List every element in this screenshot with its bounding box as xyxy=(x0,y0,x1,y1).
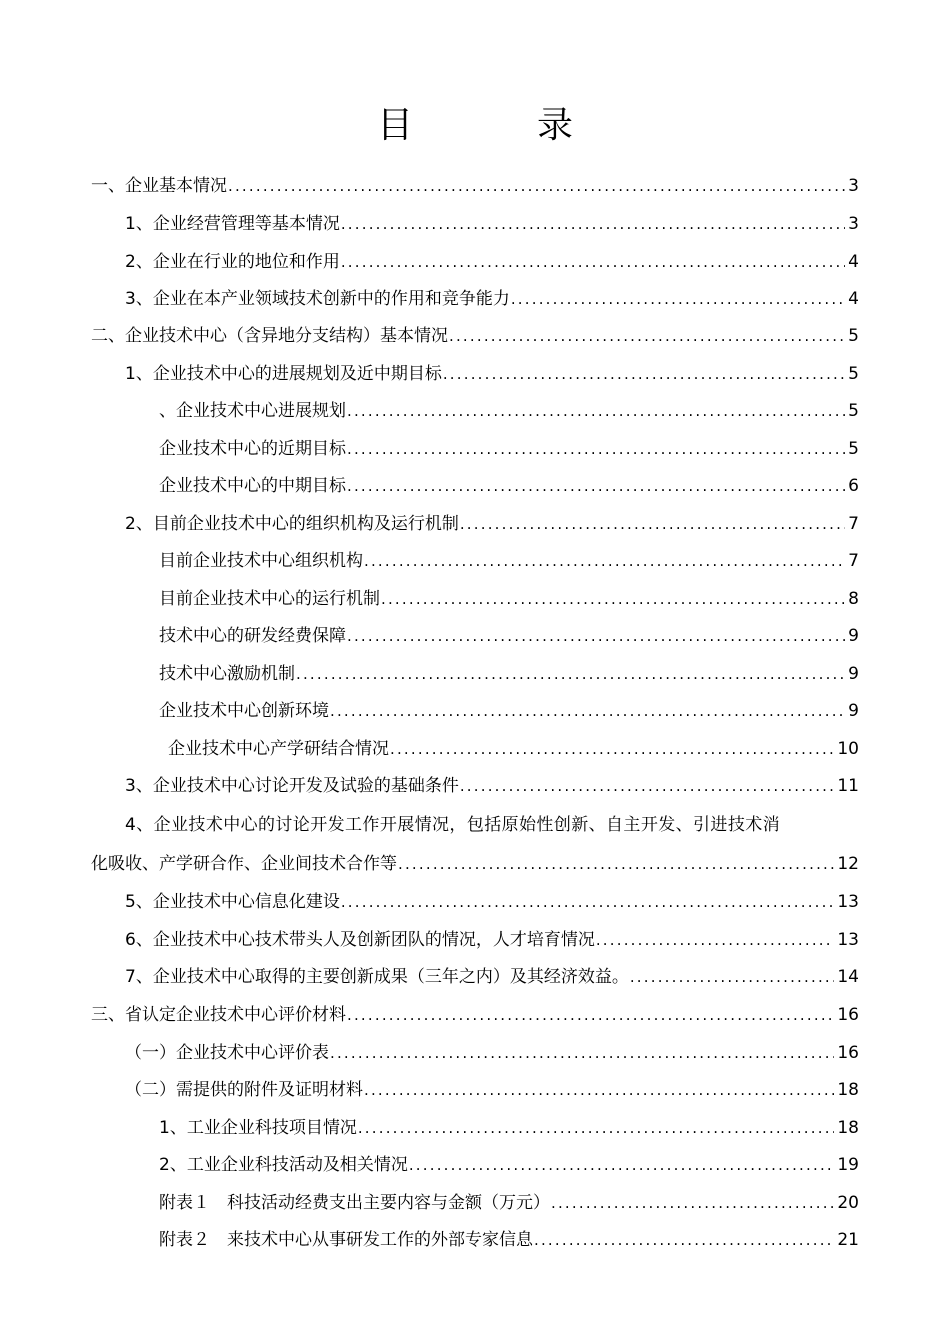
toc-entry-label: 1、企业经营管理等基本情况 xyxy=(125,214,340,234)
toc-leader-dots xyxy=(364,1076,834,1104)
toc-entry-label: 1、企业技术中心的进展规划及近中期目标 xyxy=(125,364,442,384)
toc-entry-3-2-1[interactable] xyxy=(0,1114,950,1142)
toc-page-number: 5 xyxy=(848,439,859,459)
toc-entry-2-1-2[interactable] xyxy=(0,435,950,463)
toc-entry-label: 6、企业技术中心技术带头人及创新团队的情况，人才培育情况 xyxy=(125,930,595,950)
toc-entry-1-2[interactable] xyxy=(0,248,950,276)
toc-leader-dots xyxy=(347,435,845,463)
toc-entry-3-1[interactable] xyxy=(0,1039,950,1067)
toc-page-number: 16 xyxy=(837,1043,859,1063)
toc-entry-label: 技术中心激励机制 xyxy=(159,664,295,684)
toc-entry-2-4-line-1[interactable]: 4、企业技术中心的讨论开发工作开展情况，包括原始性创新、自主开发、引进技术消 xyxy=(125,815,781,835)
toc-page-number: 5 xyxy=(848,326,859,346)
toc-leader-dots xyxy=(390,735,834,763)
toc-entry-label: 2、目前企业技术中心的组织机构及运行机制 xyxy=(125,514,459,534)
toc-page-number: 20 xyxy=(837,1193,859,1213)
toc-entry-1-3[interactable] xyxy=(0,285,950,313)
toc-page-number: 5 xyxy=(848,364,859,384)
toc-page-number: 8 xyxy=(848,589,859,609)
toc-leader-dots xyxy=(534,1226,834,1254)
toc-leader-dots xyxy=(460,772,835,800)
toc-page-number: 12 xyxy=(837,854,859,874)
toc-leader-dots xyxy=(460,510,845,538)
toc-entry-label: 二、企业技术中心（含异地分支结构）基本情况 xyxy=(91,326,448,346)
toc-page-number: 3 xyxy=(848,176,859,196)
toc-entry-label: 3、企业技术中心讨论开发及试验的基础条件 xyxy=(125,776,459,796)
toc-page-number: 4 xyxy=(848,289,859,309)
toc-entry-label: （一）企业技术中心评价表 xyxy=(125,1043,329,1063)
toc-leader-dots xyxy=(341,888,835,916)
toc-leader-dots xyxy=(381,585,845,613)
toc-entry-label: 7、企业技术中心取得的主要创新成果（三年之内）及其经济效益。 xyxy=(125,967,629,987)
toc-entry-label: 2、企业在行业的地位和作用 xyxy=(125,252,340,272)
toc-entry-section-2[interactable] xyxy=(0,322,950,350)
toc-leader-dots xyxy=(398,850,834,878)
toc-leader-dots xyxy=(347,1001,834,1029)
toc-entry-3-2[interactable] xyxy=(0,1076,950,1104)
toc-leader-dots xyxy=(364,547,845,575)
toc-entry-section-1[interactable] xyxy=(0,172,950,200)
toc-entry-2-7[interactable] xyxy=(0,963,950,991)
toc-entry-2-2-6[interactable] xyxy=(0,735,950,763)
toc-entry-label: 企业技术中心产学研结合情况 xyxy=(168,739,389,759)
toc-entry-2-5[interactable] xyxy=(0,888,950,916)
toc-leader-dots xyxy=(358,1114,835,1142)
toc-page-number: 16 xyxy=(837,1005,859,1025)
toc-entry-2-1[interactable] xyxy=(0,360,950,388)
toc-entry-label: 企业技术中心的中期目标 xyxy=(159,476,346,496)
toc-entry-label: 附表２ 来技术中心从事研发工作的外部专家信息 xyxy=(159,1230,533,1250)
toc-entry-2-2-4[interactable] xyxy=(0,660,950,688)
page-title: 目 录 xyxy=(376,105,617,146)
toc-entry-section-3[interactable] xyxy=(0,1001,950,1029)
toc-entry-label: 三、省认定企业技术中心评价材料 xyxy=(91,1005,346,1025)
toc-entry-label: 企业技术中心创新环境 xyxy=(159,701,329,721)
toc-leader-dots xyxy=(347,397,845,425)
toc-entry-label: 化吸收、产学研合作、企业间技术合作等 xyxy=(91,854,397,874)
toc-entry-label: 5、企业技术中心信息化建设 xyxy=(125,892,340,912)
toc-entry-2-1-3[interactable] xyxy=(0,472,950,500)
toc-leader-dots xyxy=(330,1039,834,1067)
toc-entry-2-6[interactable] xyxy=(0,926,950,954)
toc-page-number: 11 xyxy=(837,776,859,796)
toc-entry-label: 2、工业企业科技活动及相关情况 xyxy=(159,1155,408,1175)
toc-page-number: 5 xyxy=(848,401,859,421)
toc-entry-2-4[interactable] xyxy=(0,850,950,878)
toc-entry-2-1-1[interactable] xyxy=(0,397,950,425)
toc-leader-dots xyxy=(347,622,845,650)
toc-leader-dots xyxy=(296,660,845,688)
toc-entry-1-1[interactable] xyxy=(0,210,950,238)
toc-leader-dots xyxy=(330,697,845,725)
toc-page-number: 6 xyxy=(848,476,859,496)
toc-entry-appendix-1[interactable] xyxy=(0,1189,950,1217)
toc-page-number: 13 xyxy=(837,892,859,912)
toc-leader-dots xyxy=(511,285,845,313)
toc-page-number: 18 xyxy=(837,1080,859,1100)
toc-entry-2-2-5[interactable] xyxy=(0,697,950,725)
toc-page-number: 19 xyxy=(837,1155,859,1175)
toc-entry-label: 一、企业基本情况 xyxy=(91,176,227,196)
toc-leader-dots xyxy=(341,248,845,276)
toc-leader-dots xyxy=(443,360,845,388)
toc-page-number: 14 xyxy=(837,967,859,987)
toc-leader-dots xyxy=(449,322,845,350)
toc-entry-2-2-1[interactable] xyxy=(0,547,950,575)
toc-entry-label: 目前企业技术中心组织机构 xyxy=(159,551,363,571)
toc-leader-dots xyxy=(347,472,845,500)
toc-entry-3-2-2[interactable] xyxy=(0,1151,950,1179)
toc-entry-label: 3、企业在本产业领域技术创新中的作用和竞争能力 xyxy=(125,289,510,309)
toc-entry-2-2-2[interactable] xyxy=(0,585,950,613)
toc-page-number: 10 xyxy=(837,739,859,759)
toc-page-number: 7 xyxy=(848,551,859,571)
toc-entry-appendix-2[interactable] xyxy=(0,1226,950,1254)
toc-page-number: 3 xyxy=(848,214,859,234)
toc-page-number: 4 xyxy=(848,252,859,272)
toc-entry-2-2-3[interactable] xyxy=(0,622,950,650)
toc-leader-dots xyxy=(630,963,835,991)
toc-entry-label: （二）需提供的附件及证明材料 xyxy=(125,1080,363,1100)
toc-entry-2-2[interactable] xyxy=(0,510,950,538)
toc-entry-label: 目前企业技术中心的运行机制 xyxy=(159,589,380,609)
toc-entry-label: 1、工业企业科技项目情况 xyxy=(159,1118,357,1138)
toc-leader-dots xyxy=(341,210,845,238)
toc-leader-dots xyxy=(551,1189,834,1217)
toc-entry-2-3[interactable] xyxy=(0,772,950,800)
toc-page-number: 13 xyxy=(837,930,859,950)
toc-page-number: 7 xyxy=(848,514,859,534)
toc-leader-dots xyxy=(409,1151,835,1179)
toc-page-number: 9 xyxy=(848,664,859,684)
toc-leader-dots xyxy=(228,172,845,200)
toc-page-number: 9 xyxy=(848,701,859,721)
toc-entry-label: 、企业技术中心进展规划 xyxy=(159,401,346,421)
toc-entry-label: 附表１ 科技活动经费支出主要内容与金额（万元） xyxy=(159,1193,550,1213)
toc-page-number: 18 xyxy=(837,1118,859,1138)
toc-leader-dots xyxy=(596,926,835,954)
toc-page-number: 21 xyxy=(837,1230,859,1250)
toc-page-number: 9 xyxy=(848,626,859,646)
toc-entry-label: 技术中心的研发经费保障 xyxy=(159,626,346,646)
toc-entry-label: 企业技术中心的近期目标 xyxy=(159,439,346,459)
